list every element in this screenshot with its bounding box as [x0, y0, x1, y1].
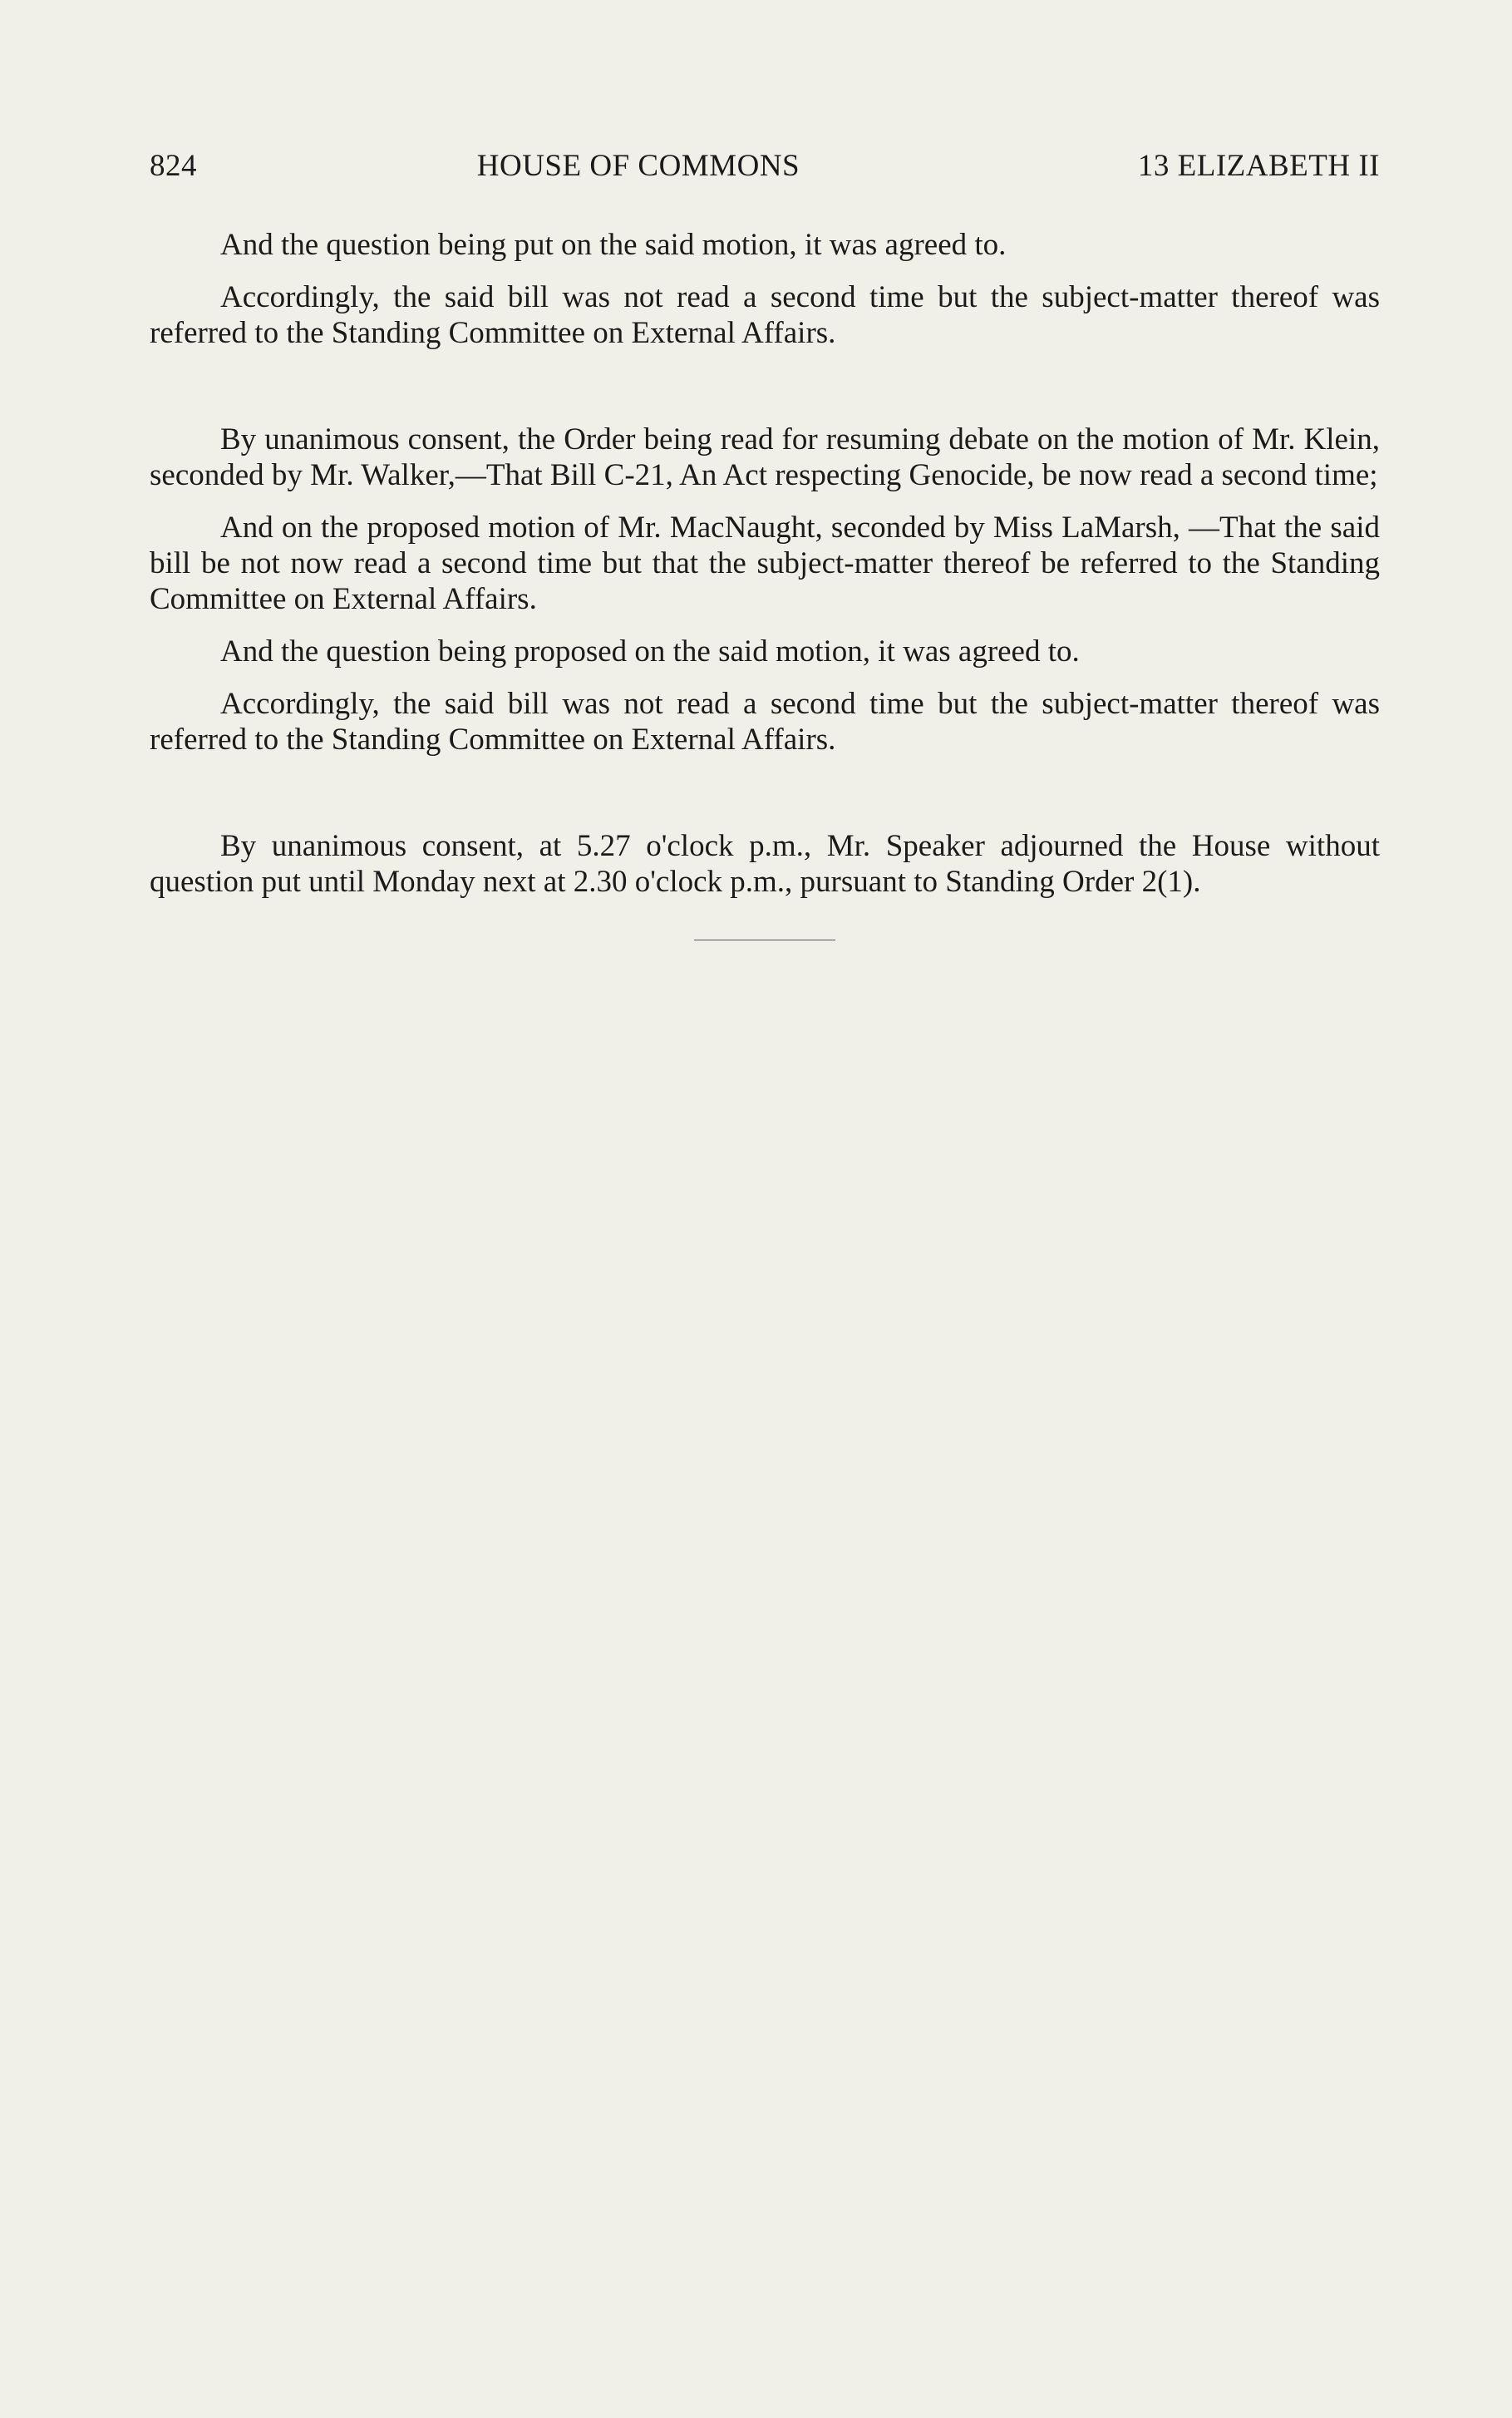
regnal-year: 13 ELIZABETH II — [1137, 149, 1380, 183]
section-gap — [150, 368, 1380, 422]
paragraph-bill-referred-2: Accordingly, the said bill was not read a second time but the subject-matter thereof was referred to the Standing Committee on External Affairs. — [150, 687, 1380, 757]
page-title: HOUSE OF COMMONS — [476, 149, 800, 183]
paragraph-adjournment: By unanimous consent, at 5.27 o'clock p.m., Mr. Speaker adjourned the House without question put until Monday next at 2.30 o'clock p.m., pursuant to Standing Order 2(1). — [150, 829, 1380, 899]
paragraph-genocide-bill: By unanimous consent, the Order being read for resuming debate on the motion of Mr. Klein, seconded by Mr. Walker,—That Bill C-21, An Act respecting Genocide, be now read a second time; — [150, 422, 1380, 492]
paragraph-bill-referred: Accordingly, the said bill was not read a second time but the subject-matter thereof was referred to the Standing Committee on External Affairs. — [150, 280, 1380, 350]
paragraph-question-proposed: And the question being proposed on the said motion, it was agreed to. — [220, 634, 1080, 669]
page-number: 824 — [150, 149, 197, 183]
paragraph-proposed-motion: And on the proposed motion of Mr. MacNaught, seconded by Miss LaMarsh, —That the said bill be not now read a second time but that the subject-matter thereof be referred to the Standing Committee on External Affairs. — [150, 511, 1380, 616]
section-gap — [150, 774, 1380, 828]
running-header — [150, 148, 1380, 184]
document-page — [150, 148, 1380, 940]
paragraph-question-agreed: And the question being put on the said motion, it was agreed to. — [220, 228, 1007, 262]
